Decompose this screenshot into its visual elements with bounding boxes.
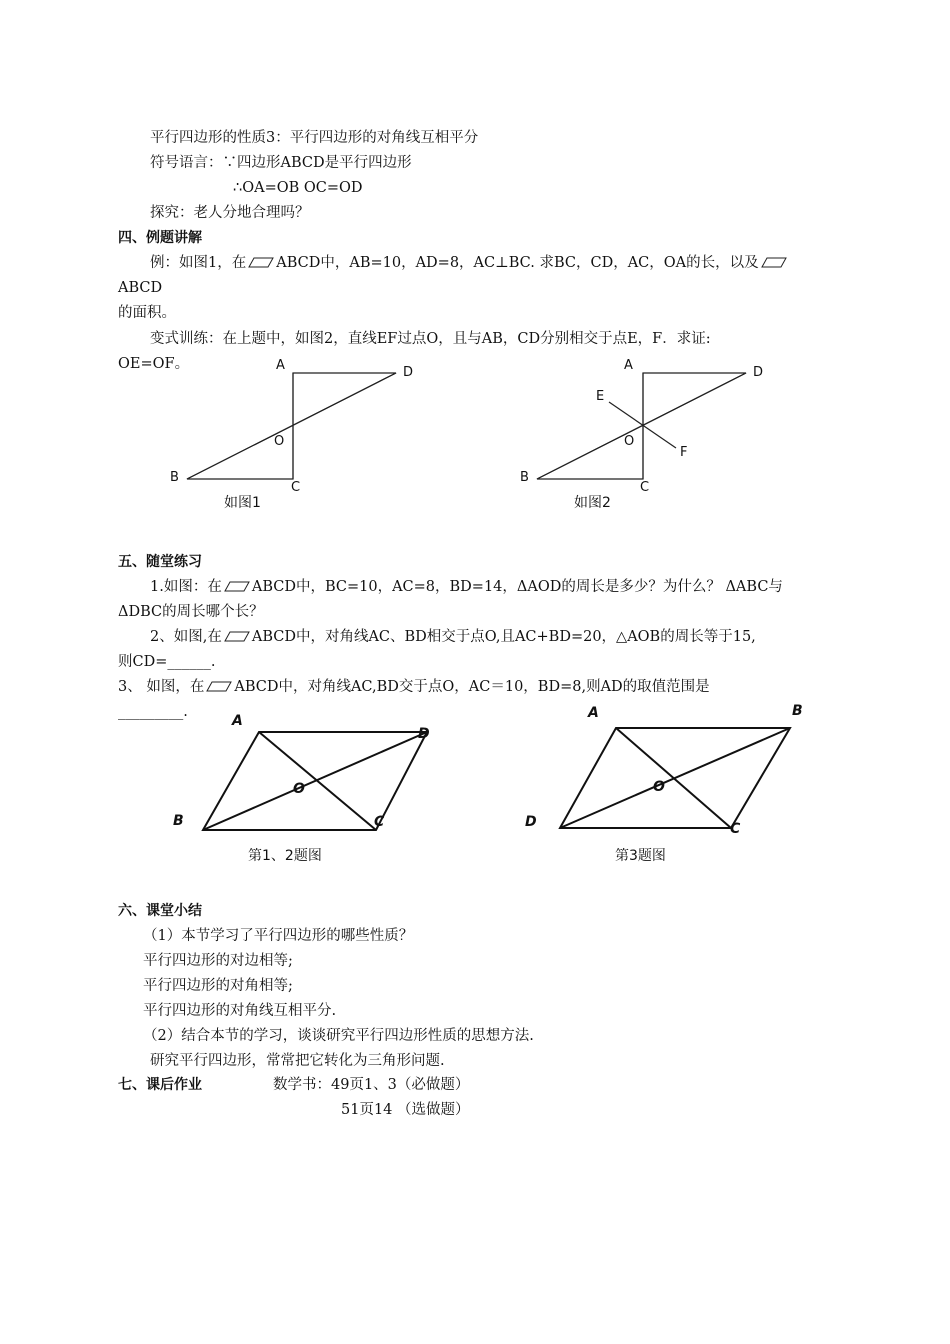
fig4-label-o: O <box>653 779 665 795</box>
homework-line-2: 51页14 （选做题） <box>341 1102 470 1118</box>
fig2-label-e: E <box>596 389 605 404</box>
fig3-label-o: O <box>293 781 305 797</box>
question-1-line-1 <box>150 577 783 597</box>
variant-text-line-2: OE=OF。 <box>118 356 190 372</box>
fig1-label-b: B <box>170 470 179 485</box>
example-part-d: 的面积。 <box>118 305 176 321</box>
q2-part-b: ABCD中，对角线AC、BD相交于点O,且AC+BD=20，△AOB的周长等于15, <box>251 629 756 645</box>
fig1-label-d: D <box>403 365 414 380</box>
symbolic-language-line-1: 符号语言：∵四边形ABCD是平行四边形 <box>150 155 412 171</box>
section-6-heading: 六、课堂小结 <box>118 903 202 919</box>
summary-line-3: 平行四边形的对角相等; <box>143 978 293 994</box>
property-3-text: 平行四边形的性质3：平行四边形的对角线互相平分 <box>150 130 479 146</box>
fig4-label-a: A <box>588 705 599 721</box>
fig2-label-o: O <box>624 434 635 449</box>
fig3-label-d: D <box>418 726 430 742</box>
variant-text-line-1: 变式训练：在上题中，如图2，直线EF过点O，且与AB，CD分别相交于点E，F．求证: <box>150 331 711 347</box>
parallelogram-symbol-icon <box>224 581 250 592</box>
q1-part-a: 1.如图：在 <box>150 579 222 595</box>
figure-2-caption: 如图2 <box>574 495 611 511</box>
question-2-line-1 <box>150 627 756 647</box>
q2-part-a: 2、如图,在 <box>150 629 222 645</box>
fig4-label-c: C <box>730 821 741 837</box>
figure-4-caption: 第3题图 <box>615 848 666 864</box>
example-part-b: ABCD中，AB=10，AD=8，AC⊥BC. 求BC，CD，AC，OA的长，以及 <box>276 255 759 271</box>
example-text-line <box>150 253 789 273</box>
fig4-label-d: D <box>525 814 537 830</box>
question-1-line-2: ΔDBC的周长哪个长？ <box>118 604 264 620</box>
fig2-label-f: F <box>680 445 688 460</box>
fig3-label-a: A <box>232 713 243 729</box>
figure-4-parallelogram <box>520 700 810 840</box>
fig2-label-d: D <box>753 365 764 380</box>
figure-1-caption: 如图1 <box>224 495 261 511</box>
symbolic-language-line-2: ∴OA=OB OC=OD <box>233 180 363 196</box>
summary-line-1: （1）本节学习了平行四边形的哪些性质？ <box>143 928 414 944</box>
summary-line-4: 平行四边形的对角线互相平分. <box>143 1003 337 1019</box>
example-part-a: 例：如图1，在 <box>150 255 247 271</box>
parallelogram-symbol-icon <box>248 257 274 268</box>
fig1-label-o: O <box>274 434 285 449</box>
q1-part-b: ABCD中，BC=10，AC=8，BD=14，ΔAOD的周长是多少？为什么？ ΔABC与 <box>251 579 783 595</box>
section-4-heading: 四、例题讲解 <box>118 230 202 246</box>
figure-1-parallelogram <box>160 352 430 497</box>
fig2-label-a: A <box>624 358 633 373</box>
parallelogram-symbol-icon <box>224 631 250 642</box>
figure-2-parallelogram <box>510 352 780 497</box>
fig2-label-b: B <box>520 470 529 485</box>
fig3-label-c: C <box>374 814 385 830</box>
q3-part-b: ABCD中，对角线AC,BD交于点O，AC＝10，BD=8,则AD的取值范围是 <box>234 679 710 695</box>
explore-question: 探究：老人分地合理吗？ <box>150 205 310 221</box>
summary-line-2: 平行四边形的对边相等; <box>143 953 293 969</box>
q3-part-a: 3、 如图，在 <box>118 679 205 695</box>
fig1-label-a: A <box>276 358 285 373</box>
figure-3-caption: 第1、2题图 <box>248 848 322 864</box>
summary-line-5: （2）结合本节的学习，谈谈研究平行四边形性质的思想方法. <box>143 1028 534 1044</box>
parallelogram-symbol-icon <box>206 681 232 692</box>
figure-3-parallelogram <box>165 705 445 845</box>
fig4-label-b: B <box>792 703 803 719</box>
section-5-heading: 五、随堂练习 <box>118 554 202 570</box>
fig2-label-c: C <box>640 480 650 495</box>
question-2-line-2: 则CD=______. <box>118 654 216 670</box>
homework-line-1: 数学书：49页1、3（必做题） <box>273 1077 470 1093</box>
fig3-label-b: B <box>173 813 184 829</box>
summary-line-6: 研究平行四边形，常常把它转化为三角形问题. <box>150 1053 445 1069</box>
section-7-heading: 七、课后作业 <box>118 1077 202 1093</box>
parallelogram-symbol-icon <box>761 257 787 268</box>
question-3-line-1 <box>118 677 710 697</box>
question-3-line-2: _________. <box>118 704 188 720</box>
example-part-c: ABCD <box>118 280 163 296</box>
fig1-label-c: C <box>291 480 301 495</box>
